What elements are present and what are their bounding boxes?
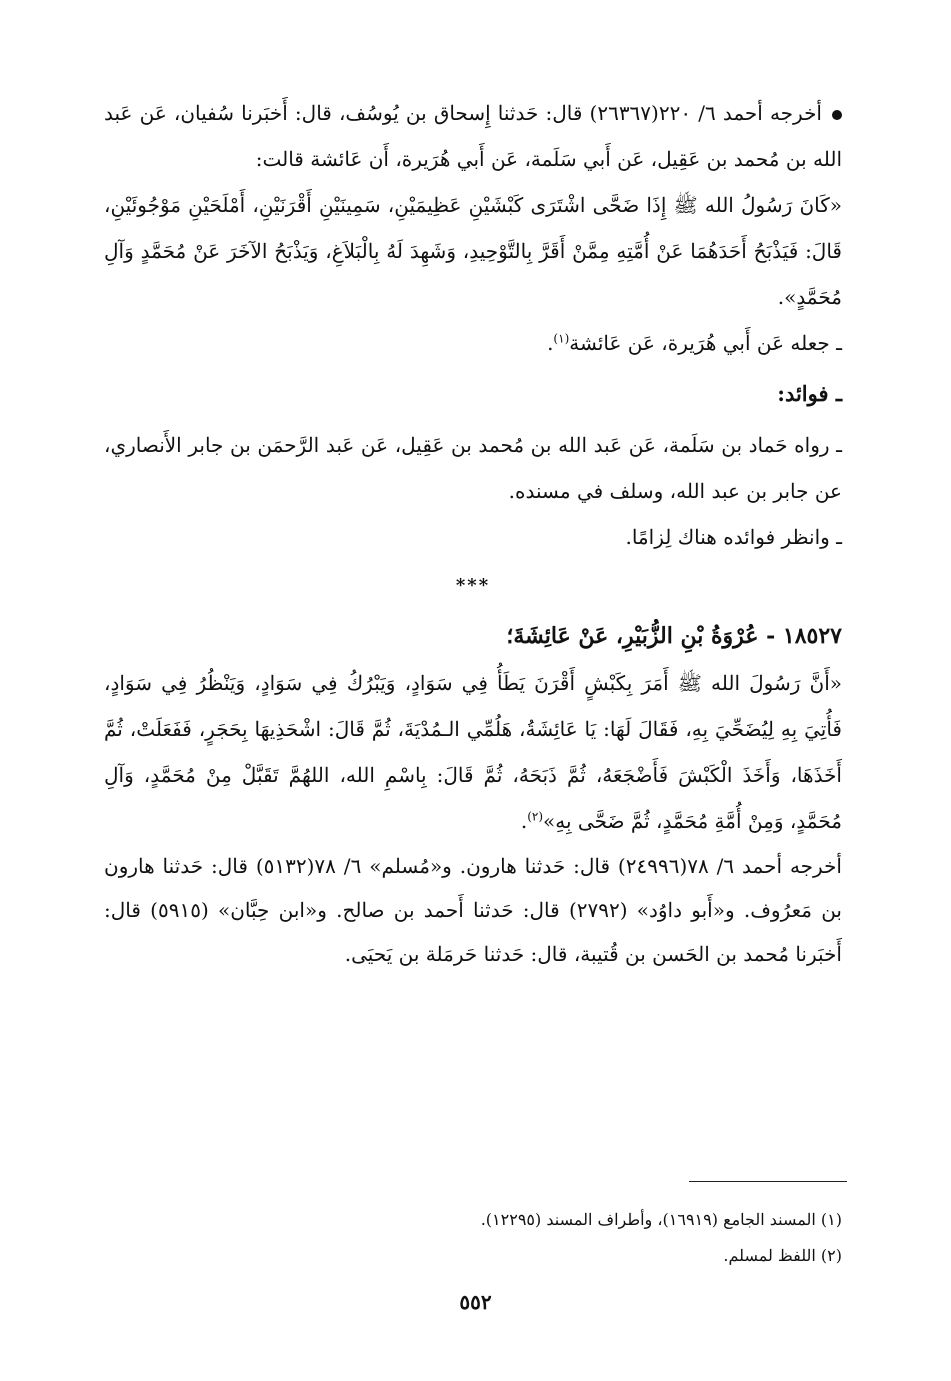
intro-paragraph: [104, 90, 842, 182]
section-separator: ***: [455, 575, 491, 596]
intro-text: أخرجه أحمد ٦/ ٢٢٠(٢٦٣٦٧) قال: حَدثنا إِسحاق بن يُوسُف، قال: أَخبَرنا سُفيان، عَن عَبد الله بن مُحمد بن عَقِيل، عَن أَبي سَلَمة، عَن أَبي هُرَيرة، أَن عَائشة قالت:: [104, 101, 842, 171]
footnotes: [104, 1202, 842, 1274]
footnote-divider: [689, 1181, 847, 1182]
hadith-text-1-content: «كَانَ رَسُولُ الله ﷺ إِذَا ضَحَّى اشْتَرَى كَبْشَيْنِ عَظِيمَيْنِ، سَمِينَيْنِ أَقْرَنَيْنِ، أَمْلَحَيْنِ مَوْجُوئَيْنِ، قَالَ: فَيَذْبَحُ أَحَدَهُمَا عَنْ أُمَّتِهِ مِمَّنْ أَقَرَّ بِالتَّوْحِيدِ، وَشَهِدَ لَهُ بِالْبَلاَغِ، وَيَذْبَحُ الآخَرَ عَنْ مُحَمَّدٍ وَآلِ مُحَمَّدٍ».: [104, 193, 842, 309]
fawaid-text-content: ـ رواه حَماد بن سَلَمة، عَن عَبد الله بن مُحمد بن عَقِيل، عَن عَبد الرَّحمَن بن جابر الأَنصاري، عن جابر بن عبد الله، وسلف في مسنده.: [104, 433, 842, 503]
note-text: ـ جعله عَن أَبي هُرَيرة، عَن عَائشة: [569, 331, 842, 355]
footnote-1: (١) المسند الجامع (١٦٩١٩)، وأطراف المسند (١٢٢٩٥).: [480, 1210, 842, 1229]
hadith-text-2: [104, 660, 842, 844]
bullet-icon: [832, 110, 842, 120]
takhrij-text: [104, 844, 842, 976]
takhrij-text-content: أخرجه أحمد ٦/ ٧٨(٢٤٩٩٦) قال: حَدثنا هارون. و«مُسلم» ٦/ ٧٨(٥١٣٢) قال: حَدثنا هارون بن مَعرُوف. و«أَبو داوُد» (٢٧٩٢) قال: حَدثنا أَحمد بن صالح. و«ابن حِبَّان» (٥٩١٥) قال: أَخبَرنا مُحمد بن الحَسن بن قُتيبة، قال: حَدثنا حَرمَلة بن يَحيَى.: [104, 854, 842, 966]
fawaid-text: [104, 422, 842, 514]
footnote-2: (٢) اللفظ لمسلم.: [723, 1246, 842, 1265]
footnote-ref-2[interactable]: (٢): [527, 809, 544, 824]
note-line: ـ جعله عَن أَبي هُرَيرة، عَن عَائشة$^{(١)}$.: [547, 331, 842, 355]
footnote-ref-1[interactable]: (١): [553, 331, 570, 346]
see-text-content: ـ وانظر فوائده هناك لِزامًا.: [625, 525, 842, 549]
hadith-text-2-content: «أَنَّ رَسُولَ الله ﷺ أَمَرَ بِكَبْشٍ أَقْرَنَ يَطَأُ فِي سَوَادٍ، وَيَبْرُكُ فِي سَوَادٍ، وَيَنْظُرُ فِي سَوَادٍ، فَأُتِيَ بِهِ لِيُضَحِّيَ بِهِ، فَقَالَ لَهَا: يَا عَائِشَةُ، هَلُمِّي الـمُدْيَةَ، ثُمَّ قَالَ: اشْحَذِيهَا بِحَجَرٍ، فَفَعَلَتْ، ثُمَّ أَخَذَهَا، وَأَخَذَ الْكَبْشَ فَأَضْجَعَهُ، ثُمَّ ذَبَحَهُ، ثُمَّ قَالَ: بِاسْمِ الله، اللهُمَّ تَقَبَّلْ مِنْ مُحَمَّدٍ، وَآلِ مُحَمَّدٍ، وَمِنْ أُمَّةِ مُحَمَّدٍ، ثُمَّ ضَحَّى بِهِ»: [104, 671, 842, 833]
hadith-title: ١٨٥٢٧ - عُرْوَةُ بْنِ الزُّبَيْرِ، عَنْ عَائِشَةَ؛: [506, 623, 842, 649]
see-text: [104, 514, 842, 560]
fawaid-heading: ـ فوائد:: [777, 381, 842, 406]
hadith-text-2-end: .: [520, 809, 528, 833]
hadith-text-1: [104, 182, 842, 320]
page-body: [104, 90, 842, 976]
page-number: ٥٥٢: [459, 1290, 492, 1314]
